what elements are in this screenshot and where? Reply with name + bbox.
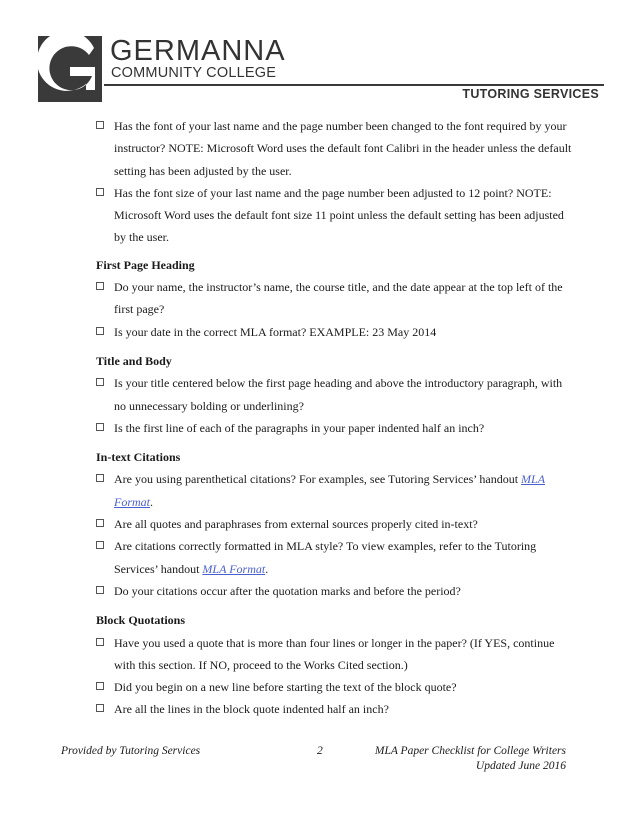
brand-name: GERMANNA xyxy=(110,35,286,67)
footer-document-title: MLA Paper Checklist for College Writers xyxy=(374,745,566,757)
section-heading-in-text-citations: In-text Citations xyxy=(96,450,181,465)
item-text: Has the font of your last name and the page number been changed to the font required by your instructor? NOTE: Microsoft Word uses the default font Calibri in the header unless the default setting has been adjusted by the user. xyxy=(114,119,572,178)
checklist-item[interactable] xyxy=(96,676,572,698)
checkbox-icon[interactable] xyxy=(96,586,104,594)
checklist-item[interactable] xyxy=(96,698,572,720)
mla-format-link[interactable]: MLA Format xyxy=(202,561,266,576)
page-number: 2 xyxy=(317,745,323,757)
checkbox-icon[interactable] xyxy=(96,121,104,129)
section-heading-block-quotations: Block Quotations xyxy=(96,613,186,628)
checkbox-icon[interactable] xyxy=(96,541,104,549)
brand-subtitle: COMMUNITY COLLEGE xyxy=(111,65,277,81)
item-text: Do your citations occur after the quotation marks and before the period? xyxy=(114,583,461,598)
item-text-end: . xyxy=(150,494,153,509)
checkbox-icon[interactable] xyxy=(96,682,104,690)
checkbox-icon[interactable] xyxy=(96,188,104,196)
item-text: Is your title centered below the first page heading and above the introductory paragraph, with no unnecessary bolding or underlining? xyxy=(114,376,563,413)
checklist-item[interactable] xyxy=(96,321,572,343)
header-rule xyxy=(104,84,604,86)
checklist-item[interactable] xyxy=(96,513,572,535)
item-text: Are you using parenthetical citations? For examples, see Tutoring Services’ handout xyxy=(114,472,522,487)
checklist-item[interactable] xyxy=(96,372,572,417)
section-heading-first-page: First Page Heading xyxy=(96,257,195,272)
item-text: Is your date in the correct MLA format? EXAMPLE: 23 May 2014 xyxy=(114,324,437,339)
item-text: Are all quotes and paraphrases from external sources properly cited in-text? xyxy=(114,517,478,532)
item-text: Are citations correctly formatted in MLA style? To view examples, refer to the Tutoring Services’ handout xyxy=(114,539,537,576)
checkbox-icon[interactable] xyxy=(96,704,104,712)
checklist-item[interactable] xyxy=(96,468,572,513)
checkbox-icon[interactable] xyxy=(96,378,104,386)
footer-provider: Provided by Tutoring Services xyxy=(61,745,201,757)
item-text: Has the font size of your last name and the page number been adjusted to 12 point? NOTE: Microsoft Word uses the default font size 11 point unless the default setting has been adjusted by the user. xyxy=(114,185,564,245)
section-heading-title-body: Title and Body xyxy=(96,353,172,368)
item-text: Have you used a quote that is more than four lines or longer in the paper? (If YES, continue with this section. If NO, proceed to the Works Cited section.) xyxy=(114,635,555,672)
item-text: Is the first line of each of the paragraphs in your paper indented half an inch? xyxy=(114,420,485,435)
checkbox-icon[interactable] xyxy=(96,519,104,527)
checkbox-icon[interactable] xyxy=(96,282,104,290)
item-text: Did you begin on a new line before starting the text of the block quote? xyxy=(114,680,457,695)
footer-updated-date: Updated June 2016 xyxy=(475,760,566,772)
checklist-item[interactable] xyxy=(96,115,572,182)
checkbox-icon[interactable] xyxy=(96,327,104,335)
checkbox-icon[interactable] xyxy=(96,423,104,431)
department-label: TUTORING SERVICES xyxy=(462,87,599,101)
checklist-item[interactable] xyxy=(96,580,572,602)
checkbox-icon[interactable] xyxy=(96,638,104,646)
checklist-item[interactable] xyxy=(96,276,572,321)
germanna-logo xyxy=(38,36,102,102)
checklist-item[interactable] xyxy=(96,632,572,677)
mla-format-link[interactable]: MLA Format xyxy=(114,472,546,509)
footer-document-info xyxy=(375,744,566,774)
checklist-item[interactable] xyxy=(96,535,572,580)
item-text: Do your name, the instructor’s name, the course title, and the date appear at the top left of the first page? xyxy=(114,280,563,317)
item-text: Are all the lines in the block quote indented half an inch? xyxy=(114,702,389,717)
item-text-end: . xyxy=(265,561,269,576)
checklist-item[interactable] xyxy=(96,182,572,249)
checklist-content xyxy=(96,115,572,721)
checkbox-icon[interactable] xyxy=(96,474,104,482)
checklist-item[interactable] xyxy=(96,417,572,439)
